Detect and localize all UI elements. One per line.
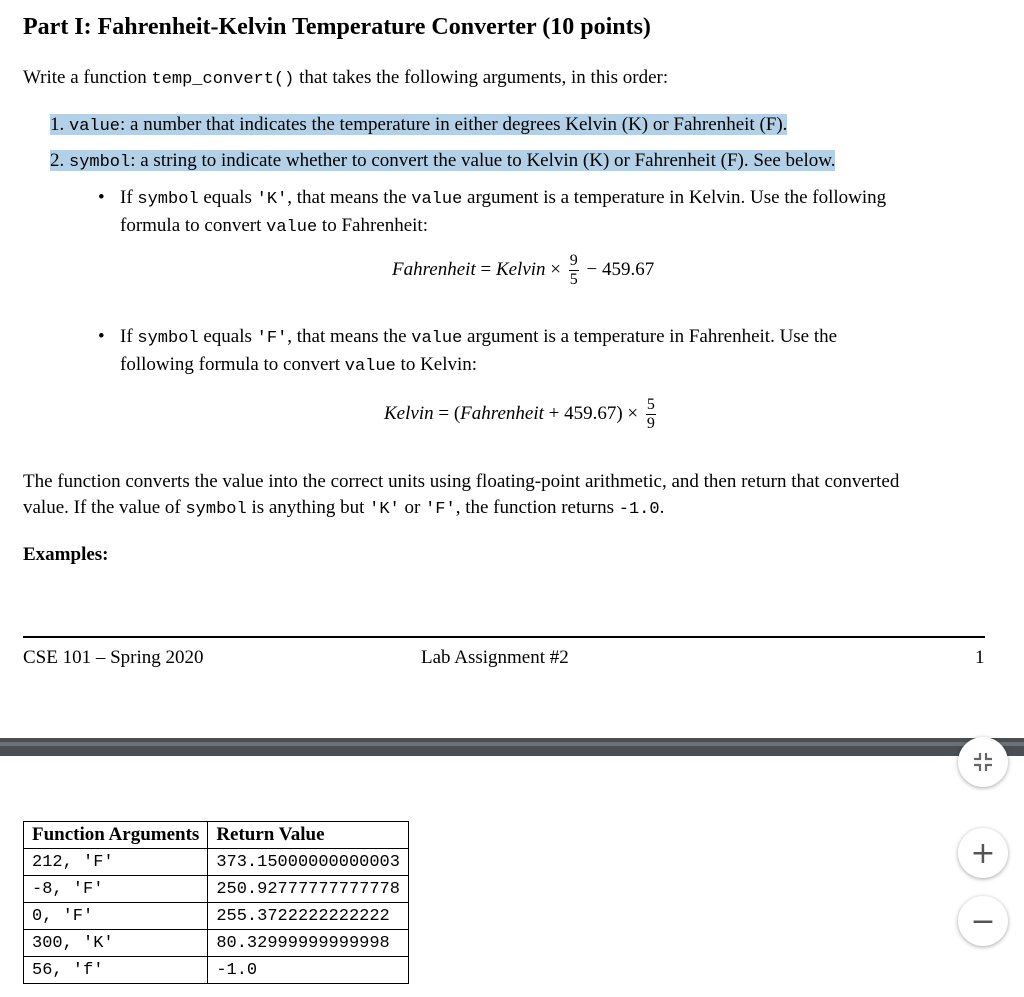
- table-row: [24, 849, 409, 876]
- table-cell-args: 300, 'K': [24, 930, 208, 957]
- function-name-code: temp_convert(): [151, 70, 295, 89]
- intro-paragraph: [23, 65, 668, 93]
- table-cell-args: 0, 'F': [24, 903, 208, 930]
- table-cell-return: 80.32999999999998: [208, 930, 409, 957]
- table-cell-return: 250.92777777777778: [208, 876, 409, 903]
- bullet-dot: •: [98, 326, 105, 347]
- examples-table: [23, 821, 409, 984]
- table-cell-args: -8, 'F': [24, 876, 208, 903]
- zoom-in-icon: +: [970, 835, 996, 871]
- closing-paragraph: [23, 469, 988, 523]
- bullet-kelvin: • If symbol equals 'K', that means the value argument is a temperature in Kelvin. Use the following formula to convert value to Fahrenheit:: [98, 187, 887, 237]
- table-cell-return: 255.3722222222222: [208, 903, 409, 930]
- zoom-out-icon: −: [970, 903, 996, 939]
- arg-description: : a number that indicates the temperature in either degrees Kelvin (K) or Fahrenheit (F).: [120, 114, 788, 135]
- intro-text-end: that takes the following arguments, in this order:: [294, 67, 669, 88]
- footer-page-number: 1: [975, 647, 985, 668]
- fit-page-icon: [972, 751, 994, 773]
- arg-item-symbol: [50, 148, 835, 176]
- arg-code: value: [69, 117, 121, 136]
- table-header-return: Return Value: [208, 822, 409, 849]
- zoom-out-button[interactable]: [958, 896, 1008, 946]
- footer-assignment: Lab Assignment #2: [421, 647, 569, 668]
- page-separator: [0, 738, 1024, 756]
- table-row: [24, 876, 409, 903]
- formula-lhs: Fahrenheit: [392, 258, 476, 280]
- bullet-dot: •: [98, 187, 105, 208]
- table-header-row: [24, 822, 409, 849]
- table-row: [24, 903, 409, 930]
- zoom-in-button[interactable]: [958, 828, 1008, 878]
- formula-kelvin: Kelvin = (Fahrenheit + 459.67) × $\frac{5}{9}$: [384, 396, 655, 432]
- arg-number: 1.: [50, 114, 65, 135]
- arg-description: : a string to indicate whether to convert the value to Kelvin (K) or Fahrenheit (F). See below.: [130, 150, 836, 171]
- footer-rule: [23, 636, 985, 638]
- bullet-fahrenheit: • If symbol equals 'F', that means the value argument is a temperature in Fahrenheit. Use the following formula to convert value to Kelvin:: [98, 326, 838, 376]
- arg-code: symbol: [69, 153, 131, 172]
- arg-number: 2.: [50, 150, 65, 171]
- page-title: Part I: Fahrenheit-Kelvin Temperature Converter (10 points): [23, 14, 651, 40]
- table-row: [24, 930, 409, 957]
- fraction-9-5: $\frac{9}{5}$: [569, 252, 578, 288]
- formula-fahrenheit: Fahrenheit = Kelvin × $\frac{9}{5}$ − 459.67: [392, 252, 655, 288]
- table-cell-args: 56, 'f': [24, 957, 208, 984]
- table-row: [24, 957, 409, 984]
- fit-page-button[interactable]: [958, 737, 1008, 787]
- table-header-arguments: Function Arguments: [24, 822, 208, 849]
- fraction-5-9: $\frac{5}{9}$: [646, 396, 655, 432]
- table-cell-return: -1.0: [208, 957, 409, 984]
- page-separator-highlight: [0, 742, 1024, 746]
- arg-item-value: [50, 112, 787, 140]
- formula-lhs: Kelvin: [384, 402, 434, 424]
- footer-course: CSE 101 – Spring 2020: [23, 647, 204, 668]
- examples-label: Examples:: [23, 544, 109, 565]
- intro-text: Write a function: [23, 67, 152, 88]
- table-cell-return: 373.15000000000003: [208, 849, 409, 876]
- table-cell-args: 212, 'F': [24, 849, 208, 876]
- closing-line-1: The function converts the value into the correct units using floating-point arithmetic, and then return that converted: [23, 471, 900, 492]
- closing-line-2: value. If the value of symbol is anything but 'K' or 'F', the function returns -1.0.: [23, 497, 665, 519]
